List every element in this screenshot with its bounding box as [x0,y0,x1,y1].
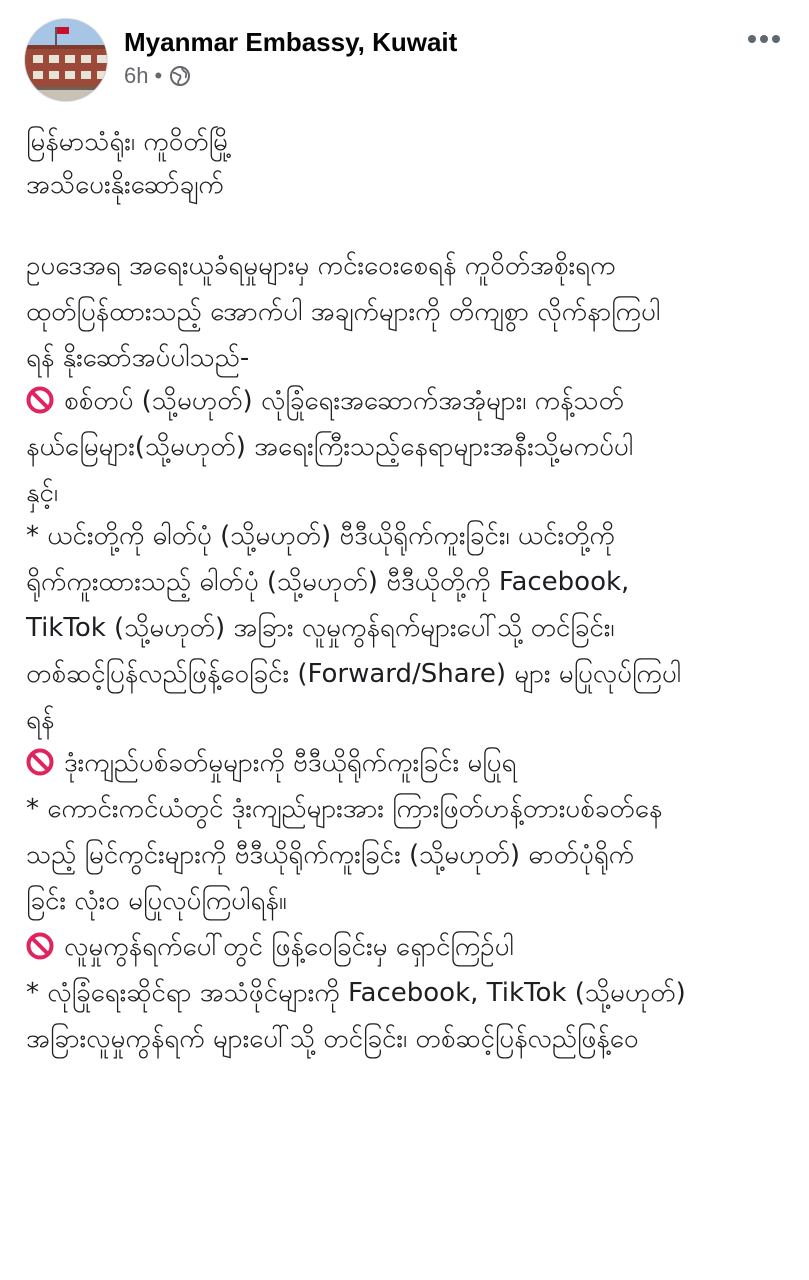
intro-line-1: ဥပဒေအရ အရေးယူခံရမှုများမှ ကင်းဝေးစေရန် ကူဝိတ်အစိုးရက [26,251,616,281]
intro-line-3: ရန် နိုးဆော်အပ်ပါသည်- [26,343,250,373]
prohibited-icon [26,747,54,775]
post-body [26,121,796,1064]
rule-1-line-3: နှင့်၊ [26,478,58,508]
post-time[interactable]: 6h [124,63,149,88]
rule-2-heading-text: ဒုံးကျည်ပစ်ခတ်မှုများကို ဗီဒီယိုရိုက်ကူးခြင်း မပြုရ [64,748,517,778]
rule-3-line-2: * လုံခြုံရေးဆိုင်ရာ အသံဖိုင်များကို Facebook, TikTok (သို့မဟုတ်) [26,978,686,1008]
rule-3-heading-text: လူမှုကွန်ရက်ပေါ်တွင် ဖြန့်ဝေခြင်းမှ ရှောင်ကြဉ်ပါ [64,932,514,962]
blank-line [26,207,796,245]
rule-2-line-4: ခြင်း လုံးဝ မပြုလုပ်ကြပါရန်။ [26,886,287,916]
notice-title-line-1: မြန်မာသံရုံး၊ ကူဝိတ်မြို့ [26,127,232,157]
rule-1-heading [26,380,796,426]
rule-3-heading [26,926,796,972]
post-header [0,0,809,110]
rule-1-line-2: နယ်မြေများ(သို့မဟုတ်) အရေးကြီးသည့်နေရာများအနီးသို့မကပ်ပါ [26,432,634,462]
rule-1-line-7: တစ်ဆင့်ပြန်လည်ဖြန့်ဝေခြင်း (Forward/Share) များ မပြုလုပ်ကြပါ [26,659,682,689]
prohibited-icon [26,385,54,413]
more-options-button[interactable] [742,25,786,53]
rule-1-line-6: TikTok (သို့မဟုတ်) အခြား လူမှုကွန်ရက်များပေါ်သို့ တင်ခြင်း၊ [26,613,615,643]
rule-1-line-5: ရိုက်ကူးထားသည့် ဓါတ်ပုံ (သို့မဟုတ်) ဗီဒီယိုတို့ကို Facebook, [26,567,630,597]
rule-2-heading [26,742,796,788]
rule-2-line-2: * ကောင်းကင်ယံတွင် ဒုံးကျည်များအား ကြားဖြတ်ဟန့်တားပစ်ခတ်နေ [26,794,663,824]
more-options-icon [747,34,781,44]
rule-1-heading-text: စစ်တပ် (သို့မဟုတ်) လုံခြုံရေးအဆောက်အအုံများ၊ ကန့်သတ် [64,386,624,416]
post-meta [124,63,191,89]
notice-title-line-2: အသိပေးနိုးဆော်ချက် [26,170,224,200]
intro-line-2: ထုတ်ပြန်ထားသည့် အောက်ပါ အချက်များကို တိကျစွာ လိုက်နာကြပါ [26,297,661,327]
meta-separator: • [154,63,163,88]
page-name[interactable]: Myanmar Embassy, Kuwait [124,27,458,57]
globe-icon[interactable] [169,65,191,87]
prohibited-icon [26,931,54,959]
page-avatar[interactable] [24,18,108,102]
rule-2-line-3: သည့် မြင်ကွင်းများကို ဗီဒီယိုရိုက်ကူးခြင်း (သို့မဟုတ်) ဓာတ်ပုံရိုက် [26,840,635,870]
rule-1-line-8: ရန် [26,705,55,735]
embassy-building-avatar [25,19,108,102]
rule-1-line-4: * ယင်းတို့ကို ဓါတ်ပုံ (သို့မဟုတ်) ဗီဒီယိုရိုက်ကူးခြင်း၊ ယင်းတို့ကို [26,521,615,551]
rule-3-line-3: အခြားလူမှုကွန်ရက် များပေါ်သို့ တင်ခြင်း၊ တစ်ဆင့်ပြန်လည်ဖြန့်ဝေ [26,1024,639,1054]
